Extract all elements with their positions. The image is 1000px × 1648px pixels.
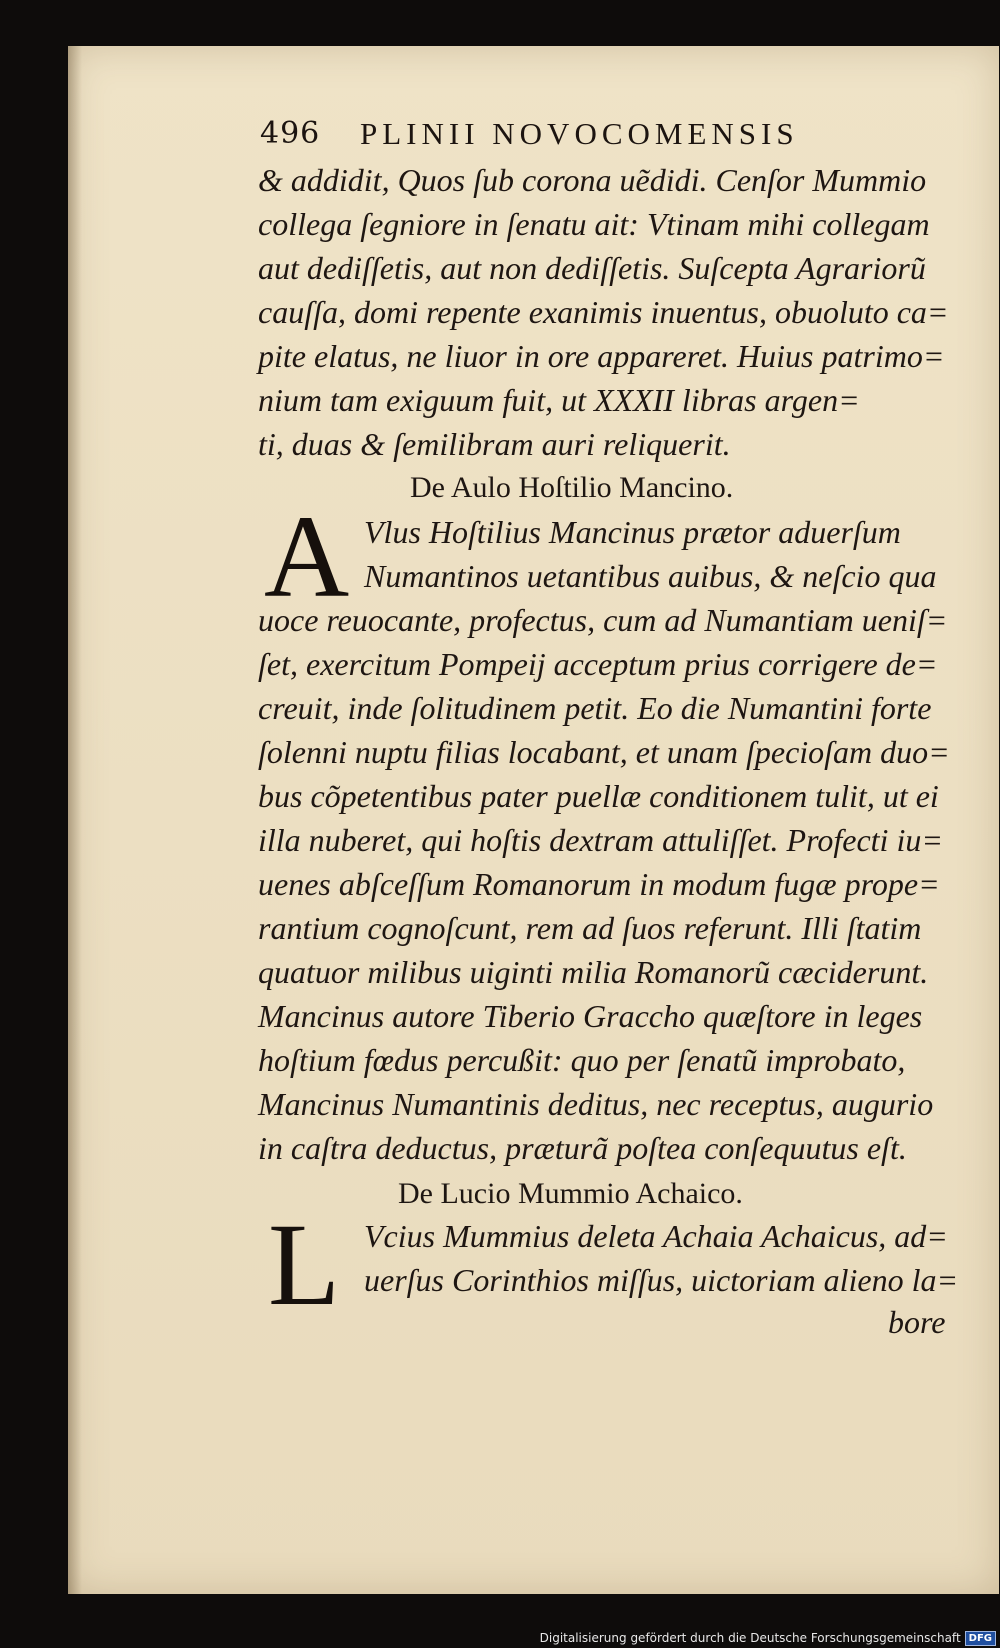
book-page	[68, 46, 999, 1594]
digitization-footer	[540, 1630, 996, 1646]
text-line: Mancinus Numantinis deditus, nec receptus, augurio	[258, 1086, 934, 1122]
text-line: uerſus Corinthios miſſus, uictoriam alieno la=	[364, 1262, 959, 1298]
text-line: collega ſegniore in ſenatu ait: Vtinam mihi collegam	[258, 206, 930, 242]
text-line: bus cõpetentibus pater puellæ conditionem tulit, ut ei	[258, 778, 939, 814]
text-line: Numantinos uetantibus auibus, & neſcio qua	[364, 558, 937, 594]
text-line: cauſſa, domi repente exanimis inuentus, obuoluto ca=	[258, 294, 949, 330]
text-line: Mancinus autore Tiberio Graccho quæſtore in leges	[258, 998, 923, 1034]
footer-text: Digitalisierung gefördert durch die Deutsche Forschungsgemeinschaft	[539, 1631, 961, 1645]
section-heading: De Aulo Hoſtilio Mancino.	[410, 471, 734, 504]
text-line: nium tam exiguum fuit, ut XXXII libras argen=	[258, 382, 860, 418]
text-line: uoce reuocante, profectus, cum ad Numantiam ueniſ=	[258, 602, 948, 638]
text-line: pite elatus, ne liuor in ore appareret. Huius patrimo=	[258, 338, 945, 374]
page-number: 496	[260, 116, 321, 151]
text-line: hoſtium fœdus percußit: quo per ſenatũ improbato,	[258, 1042, 906, 1078]
dfg-logo: DFG	[965, 1631, 996, 1646]
text-line: illa nuberet, qui hoſtis dextram attuliſſet. Profecti iu=	[258, 822, 943, 858]
text-line: aut dediſſetis, aut non dediſſetis. Suſcepta Agrariorũ	[258, 250, 926, 286]
catchword: bore	[888, 1304, 946, 1340]
text-line: rantium cognoſcunt, rem ad ſuos referunt. Illi ſtatim	[258, 910, 922, 946]
text-line: ti, duas & ſemilibram auri reliquerit.	[258, 426, 731, 462]
running-title: PLINII NOVOCOMENSIS	[360, 116, 799, 151]
text-line: & addidit, Quos ſub corona uẽdidi. Cenſor Mummio	[258, 162, 927, 198]
drop-cap: L	[268, 1199, 341, 1330]
text-line: uenes abſceſſum Romanorum in modum fugæ prope=	[258, 866, 940, 902]
text-line: quatuor milibus uiginti milia Romanorũ cæciderunt.	[258, 954, 929, 990]
text-line: creuit, inde ſolitudinem petit. Eo die Numantini forte	[258, 690, 932, 726]
text-line: in caſtra deductus, præturã poſtea conſequutus eſt.	[258, 1130, 907, 1166]
text-line: Vcius Mummius deleta Achaia Achaicus, ad=	[364, 1218, 948, 1254]
text-line: ſolenni nuptu filias locabant, et unam ſpecioſam duo=	[258, 734, 950, 770]
drop-cap: A	[264, 491, 350, 622]
section-heading: De Lucio Mummio Achaico.	[398, 1177, 743, 1210]
text-line: Vlus Hoſtilius Mancinus prætor aduerſum	[364, 514, 901, 550]
text-line: ſet, exercitum Pompeij acceptum prius corrigere de=	[258, 646, 938, 682]
